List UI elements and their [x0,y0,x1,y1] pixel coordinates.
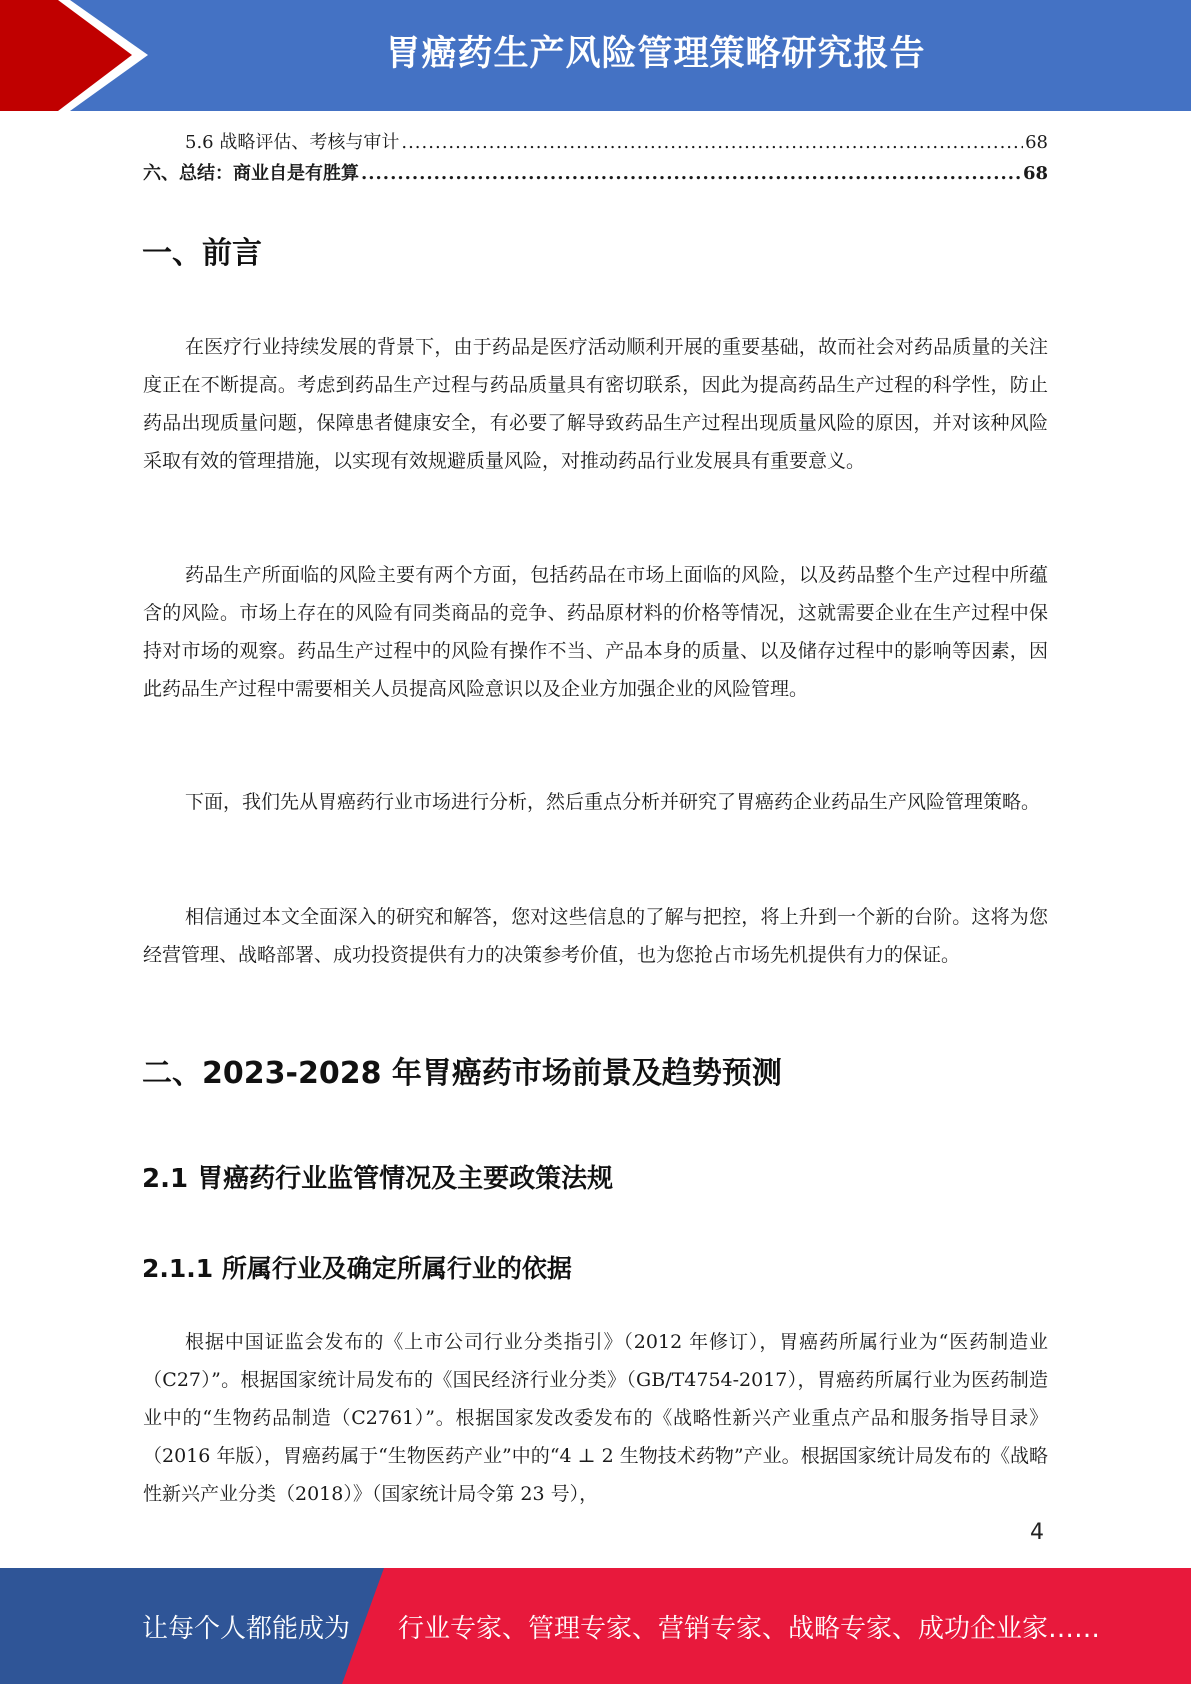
toc-entry[interactable] [143,131,1048,155]
report-title: 胃癌药生产风险管理策略研究报告 [385,34,926,74]
subsection-heading: 2.1 胃癌药行业监管情况及主要政策法规 [142,1164,614,1194]
toc-entry-page: 68 [1025,132,1048,153]
body-paragraph: 在医疗行业持续发展的背景下，由于药品是医疗活动顺利开展的重要基础，故而社会对药品质量的关注度正在不断提高。考虑到药品生产过程与药品质量具有密切联系，因此为提高药品生产过程的科学性，防止药品出现质量问题，保障患者健康安全，有必要了解导致药品生产过程出现质量风险的原因，并对该种风险采取有效的管理措施，以实现有效规避质量风险，对推动药品行业发展具有重要意义。 [143,336,1048,472]
page-number: 4 [1030,1520,1044,1545]
body-paragraph: 根据中国证监会发布的《上市公司行业分类指引》（2012 年修订），胃癌药所属行业为“医药制造业（C27）”。根据国家统计局发布的《国民经济行业分类》（GB/T4754-2017），胃癌药所属行业为医药制造业中的“生物药品制造（C2761）”。根据国家发改委发布的《战略性新兴产业重点产品和服务指导目录》（2016 年版），胃癌药属于“生物医药产业”中的“4 ⊥ 2 生物技术药物”产业。根据国家统计局发布的《战略性新兴产业分类（2018）》（国家统计局令第 23 号）， [143,1331,1048,1505]
body-paragraph: 相信通过本文全面深入的研究和解答，您对这些信息的了解与把控，将上升到一个新的台阶。这将为您经营管理、战略部署、成功投资提供有力的决策参考价值，也为您抢占市场先机提供有力的保证。 [143,906,1048,966]
toc-leader-dots [401,131,1023,155]
toc-entry-page: 68 [1022,163,1048,184]
body-paragraph: 下面，我们先从胃癌药行业市场进行分析，然后重点分析并研究了胃癌药企业药品生产风险管理策略。 [185,791,1041,813]
toc-leader-dots [361,162,1021,186]
toc-entry-text: 六、总结：商业自是有胜算 [143,163,359,184]
section-heading-preface: 一、前言 [142,236,262,271]
report-footer-banner [0,1568,1191,1684]
subsubsection-heading: 2.1.1 所属行业及确定所属行业的依据 [142,1254,572,1283]
toc-entry[interactable] [143,162,1048,186]
section-heading-market-outlook: 二、2023-2028 年胃癌药市场前景及趋势预测 [142,1056,782,1091]
report-header-banner [0,0,1191,111]
toc-entry-text: 5.6 战略评估、考核与审计 [185,132,400,153]
body-paragraph: 药品生产所面临的风险主要有两个方面，包括药品在市场上面临的风险，以及药品整个生产过程中所蕴含的风险。市场上存在的风险有同类商品的竞争、药品原材料的价格等情况，这就需要企业在生产过程中保持对市场的观察。药品生产过程中的风险有操作不当、产品本身的质量、以及储存过程中的影响等因素，因此药品生产过程中需要相关人员提高风险意识以及企业方加强企业的风险管理。 [143,564,1048,700]
footer-slogan-left: 让每个人都能成为 [142,1614,351,1644]
footer-slogan-right: 行业专家、管理专家、营销专家、战略专家、成功企业家…… [398,1614,1101,1644]
